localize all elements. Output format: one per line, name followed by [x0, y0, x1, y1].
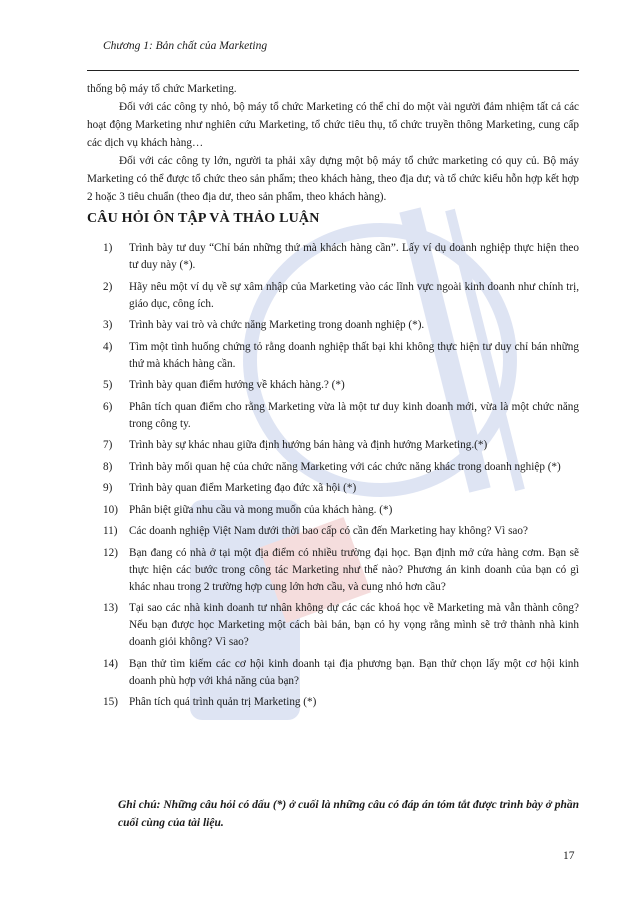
- question-item: [103, 600, 579, 651]
- question-number: 2): [103, 280, 113, 293]
- question-number: 12): [103, 546, 118, 559]
- question-text: Bạn đang có nhà ở tại một địa điểm có nhiều trường đại học. Bạn định mở cửa hàng cơm. Bạn sẽ thực hiện các bước trong công tác Marketing như thế nào? Phương án kinh doanh của bạn có gì khác nhau trong 2 trường hợp cung lớn hơn cầu, và cung nhỏ hơn cầu?: [129, 546, 579, 593]
- question-item: [103, 694, 579, 711]
- question-item: [103, 437, 579, 454]
- question-item: [103, 339, 579, 373]
- question-text: Phân tích quá trình quản trị Marketing (*): [129, 696, 317, 708]
- footnote: Ghi chú: Những câu hỏi có dấu (*) ở cuối là những câu có đáp án tóm tắt được trình bày ở phần cuối cùng của tài liệu.: [118, 799, 579, 829]
- question-item: [103, 656, 579, 690]
- question-item: [103, 240, 579, 274]
- question-item: [103, 279, 579, 313]
- paragraph: thống bộ máy tổ chức Marketing.: [87, 83, 237, 95]
- question-list: [103, 240, 579, 716]
- question-number: 8): [103, 460, 113, 473]
- question-text: Trình bày quan điểm hướng về khách hàng.? (*): [129, 379, 345, 391]
- body-text: [87, 80, 579, 206]
- section-title: CÂU HỎI ÔN TẬP VÀ THẢO LUẬN: [87, 211, 320, 226]
- question-item: [103, 545, 579, 596]
- question-text: Tìm một tình huống chứng tỏ rằng doanh nghiệp thất bại khi không thực hiện tư duy chỉ bán những thứ mà khách hàng cần.: [129, 340, 579, 370]
- question-text: Trình bày tư duy “Chỉ bán những thứ mà khách hàng cần”. Lấy ví dụ doanh nghiệp thực hiện theo tư duy này (*).: [129, 242, 579, 271]
- page-number: 17: [563, 850, 575, 862]
- question-text: Bạn thử tìm kiếm các cơ hội kinh doanh tại địa phương bạn. Bạn thử chọn lấy một cơ hội kinh doanh phù hợp với khả năng của bạn?: [129, 657, 579, 687]
- question-item: [103, 502, 579, 519]
- paragraph: Đối với các công ty lớn, người ta phải xây dựng một bộ máy tổ chức marketing có quy củ. Bộ máy Marketing có thể được tổ chức theo sản phẩm; theo khách hàng, theo địa dư; và tổ chức kiểu hỗn hợp kết hợp 2 hoặc 3 tiêu chuẩn (theo địa dư, theo sản phẩm, theo khách hàng).: [87, 155, 579, 203]
- question-number: 11): [103, 525, 118, 537]
- question-item: [103, 377, 579, 394]
- question-text: Trình bày sự khác nhau giữa định hướng bán hàng và định hướng Marketing.(*): [129, 439, 488, 451]
- question-text: Các doanh nghiệp Việt Nam dưới thời bao cấp có cần đến Marketing hay không? Vì sao?: [129, 525, 528, 537]
- question-item: [103, 523, 579, 540]
- question-number: 10): [103, 503, 118, 516]
- question-text: Trình bày quan điểm Marketing đạo đức xã hội (*): [129, 482, 357, 494]
- question-number: 15): [103, 696, 118, 708]
- question-text: Phân tích quan điểm cho rằng Marketing vừa là một tư duy kinh doanh mới, vừa là một chức năng trong công ty.: [129, 400, 579, 430]
- header-divider: [87, 70, 579, 71]
- question-number: 14): [103, 657, 118, 670]
- question-number: 3): [103, 319, 113, 331]
- question-number: 13): [103, 602, 118, 614]
- paragraph: Đối với các công ty nhỏ, bộ máy tổ chức Marketing có thể chỉ do một vài người đảm nhiệm tất cả các hoạt động Marketing như nghiên cứu Marketing, tổ chức tiêu thụ, tổ chức truyền thông Marketing, cung cấp các dịch vụ khách hàng…: [87, 101, 579, 149]
- question-number: 5): [103, 379, 113, 391]
- question-number: 4): [103, 340, 113, 353]
- question-item: [103, 459, 579, 476]
- question-number: 9): [103, 482, 113, 494]
- page-header: Chương 1: Bản chất của Marketing: [103, 40, 268, 52]
- question-number: 7): [103, 439, 113, 451]
- question-number: 1): [103, 242, 113, 254]
- question-text: Trình bày vai trò và chức năng Marketing trong doanh nghiệp (*).: [129, 319, 425, 331]
- question-text: Trình bày mối quan hệ của chức năng Marketing với các chức năng khác trong doanh nghiệp (*): [129, 460, 561, 473]
- question-text: Tại sao các nhà kinh doanh tư nhân không dự các các khoá học về Marketing mà vẫn thành công? Nếu bạn được học Marketing một cách bài bản, bạn có hy vọng rằng mình sẽ trở thành nhà kinh doanh giỏi không? Vì sao?: [129, 602, 579, 648]
- question-number: 6): [103, 400, 113, 413]
- question-text: Phân biệt giữa nhu cầu và mong muốn của khách hàng. (*): [129, 503, 393, 516]
- question-text: Hãy nêu một ví dụ về sự xâm nhập của Marketing vào các lĩnh vực ngoài kinh doanh như chính trị, giáo dục, công ích.: [129, 280, 579, 310]
- question-item: [103, 317, 579, 334]
- question-item: [103, 399, 579, 433]
- question-item: [103, 480, 579, 497]
